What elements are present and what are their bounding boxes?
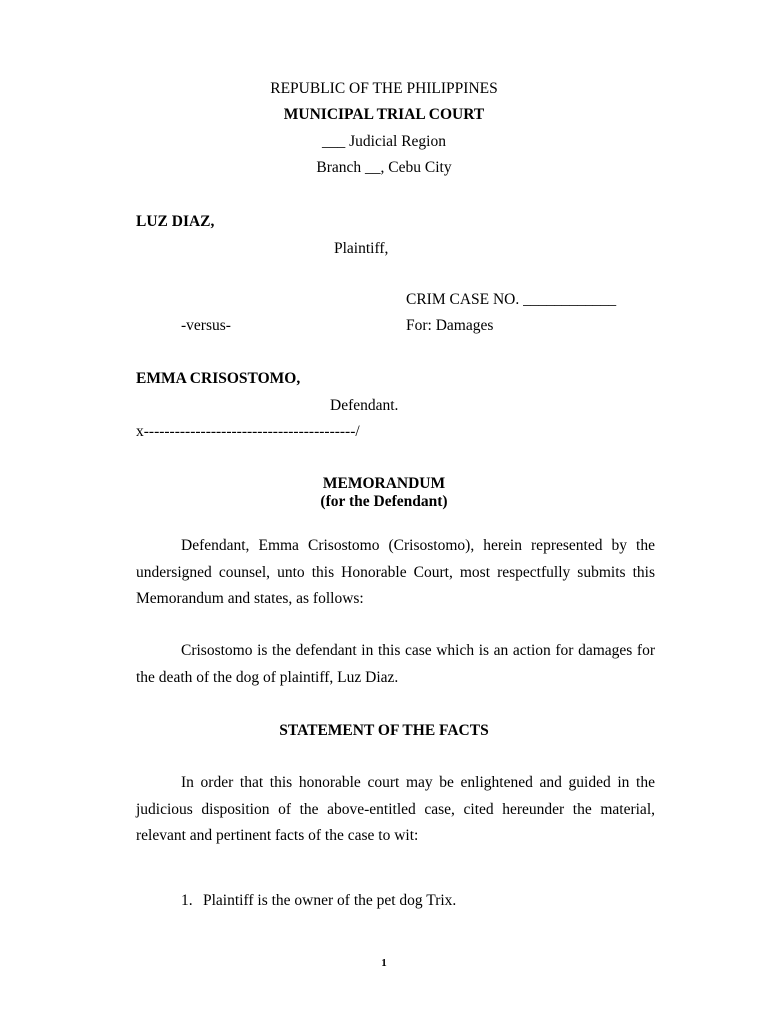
branch-line: Branch __, Cebu City — [316, 159, 452, 176]
court-name: MUNICIPAL TRIAL COURT — [283, 106, 485, 123]
republic-line: REPUBLIC OF THE PHILIPPINES — [270, 80, 498, 97]
page-number: 1 — [381, 957, 387, 969]
versus-label: -versus- — [181, 317, 231, 334]
document-title: MEMORANDUM — [322, 475, 446, 492]
case-nature: For: Damages — [406, 317, 494, 334]
intro-paragraph: Defendant, Emma Crisostomo (Crisostomo), herein represented by the undersigned counsel, unto this Honorable Court, most respectfully submits this Memorandum and states, as follows: — [136, 537, 655, 607]
fact-1-text: Plaintiff is the owner of the pet dog Trix. — [203, 892, 457, 909]
caption-separator: x-----------------------------------------/ — [136, 423, 360, 440]
facts-heading: STATEMENT OF THE FACTS — [279, 722, 489, 739]
fact-1-number: 1. — [181, 892, 193, 909]
facts-intro-paragraph: In order that this honorable court may be enlightened and guided in the judicious disposition of the above-entitled case, cited hereunder the material, relevant and pertinent facts of the case to wit: — [136, 774, 655, 844]
case-number: CRIM CASE NO. ____________ — [406, 291, 617, 308]
case-description-paragraph: Crisostomo is the defendant in this case which is an action for damages for the death of the dog of plaintiff, Luz Diaz. — [136, 642, 655, 686]
defendant-role: Defendant. — [330, 397, 399, 414]
document-subtitle: (for the Defendant) — [320, 493, 448, 510]
defendant-name: EMMA CRISOSTOMO, — [136, 370, 301, 387]
plaintiff-role: Plaintiff, — [334, 240, 389, 257]
judicial-region: ___ Judicial Region — [322, 133, 446, 150]
plaintiff-name: LUZ DIAZ, — [136, 213, 215, 230]
